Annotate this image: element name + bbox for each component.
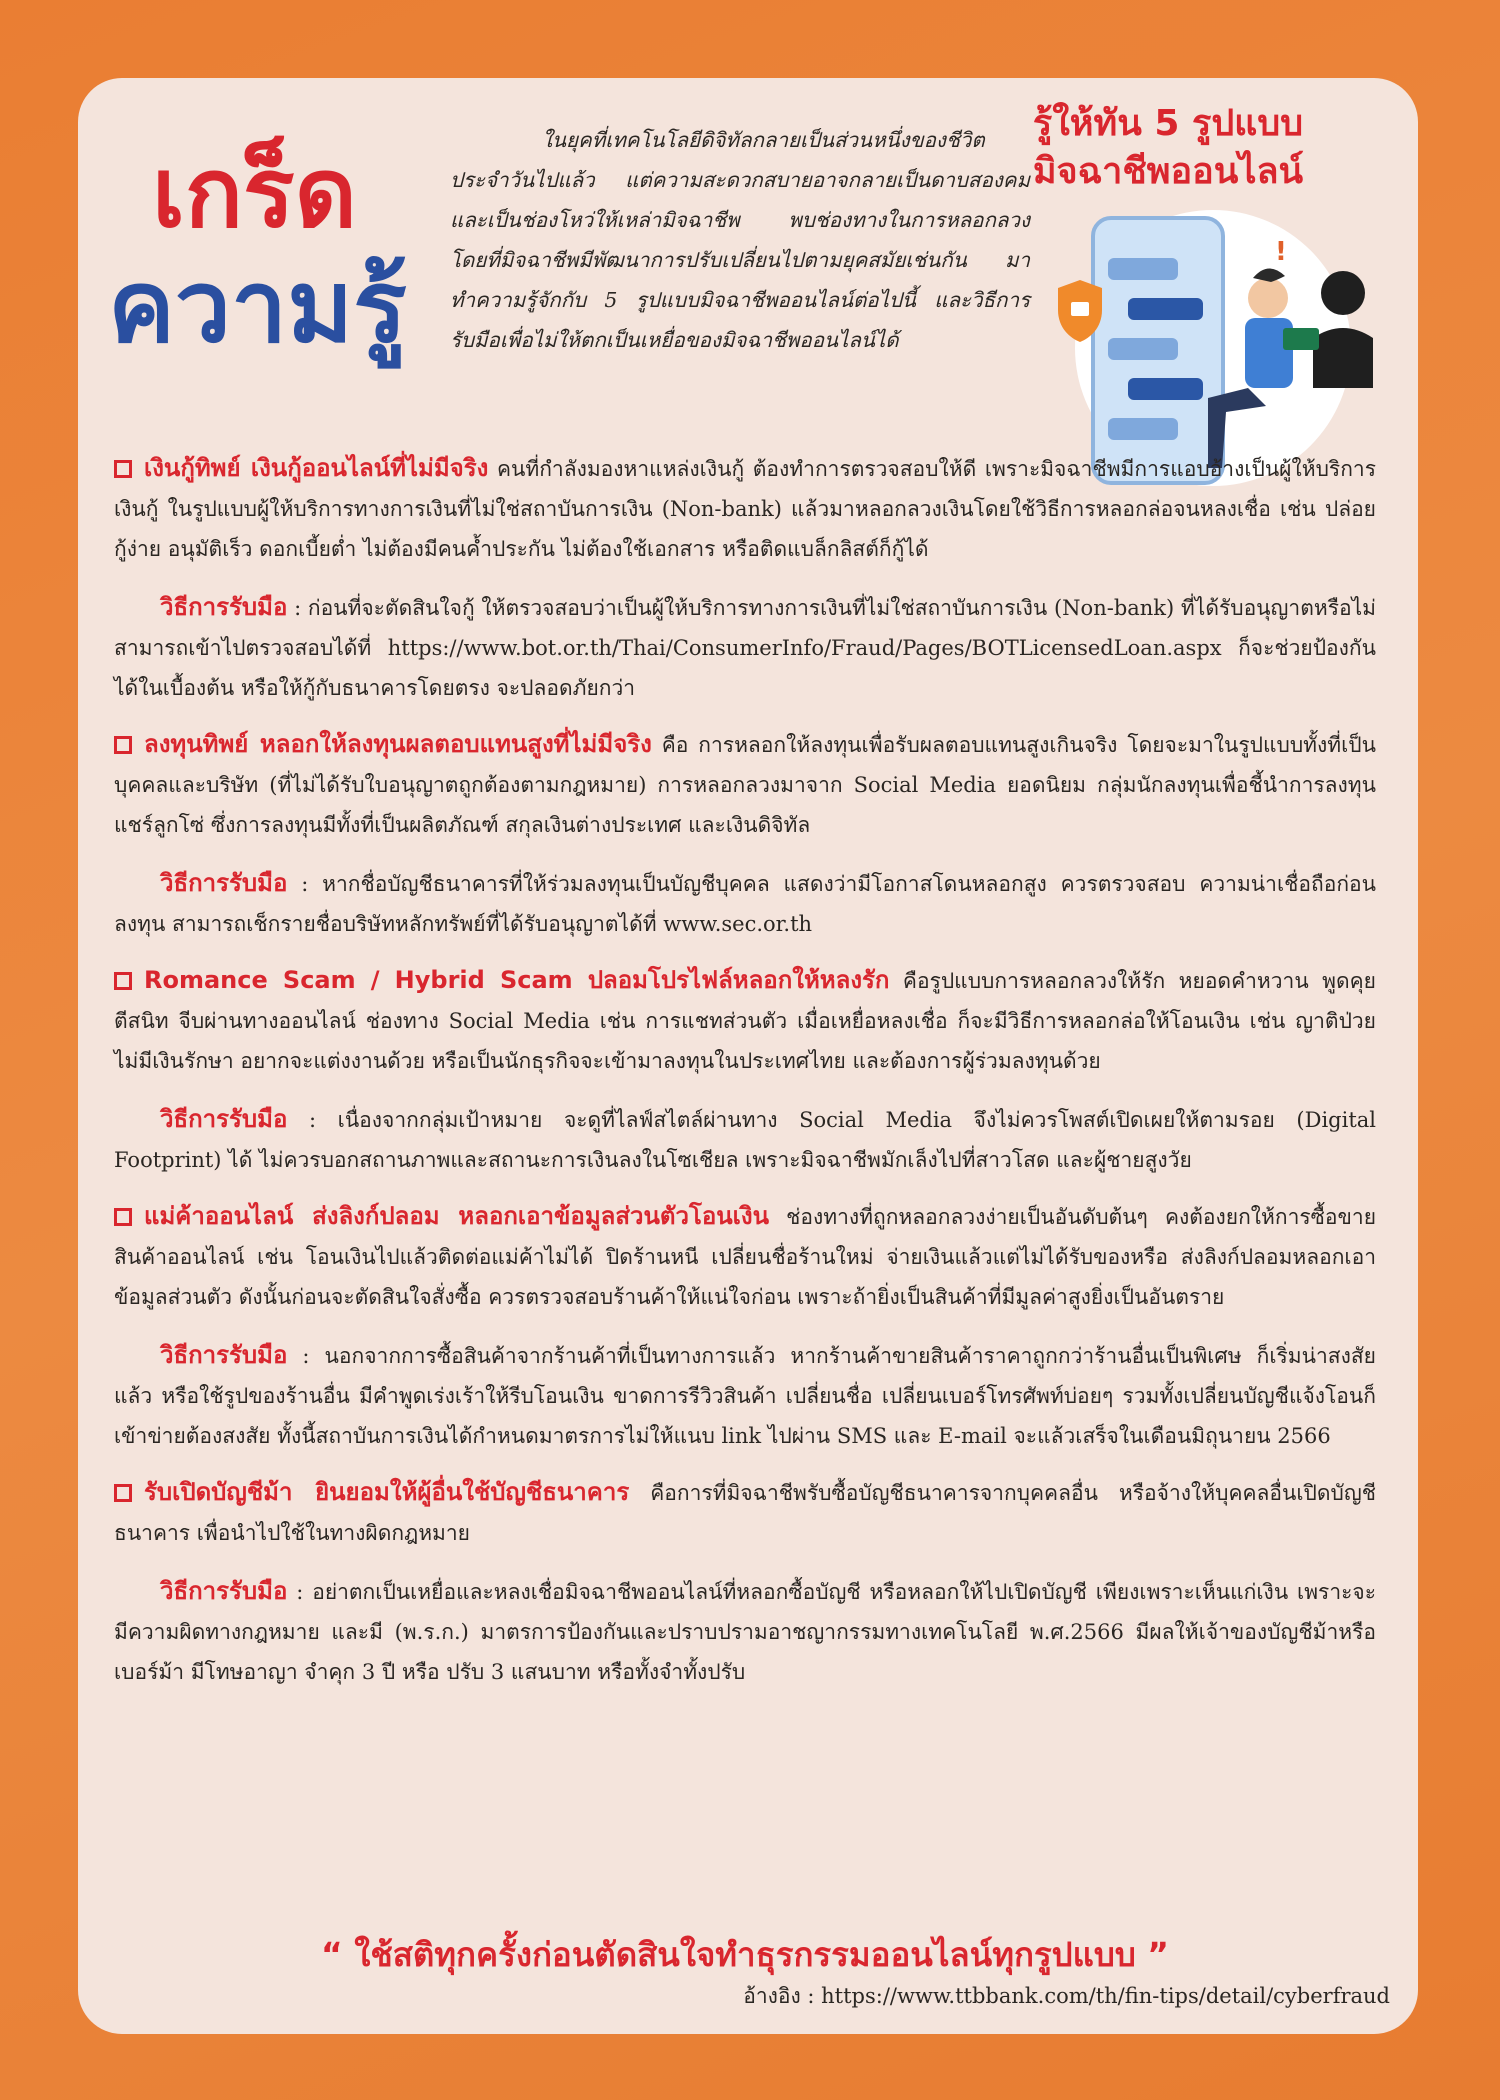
scammer-body-icon <box>1313 328 1373 388</box>
checkbox-icon <box>114 1208 132 1226</box>
scam-heading-5: รับเปิดบัญชีม้า ยินยอมให้ผู้อื่นใช้บัญชีธนาคาร <box>144 1478 630 1506</box>
checkbox-icon <box>114 1484 132 1502</box>
howto-label-1: วิธีการรับมือ <box>160 593 288 621</box>
chat-bubble-icon <box>1108 418 1178 440</box>
lock-icon <box>1071 302 1089 316</box>
chat-bubble-icon <box>1128 298 1203 320</box>
checkbox-icon <box>114 972 132 990</box>
howto-2 <box>114 863 1376 944</box>
scam-text-5: คือการที่มิจฉาชีพรับซื้อบัญชีธนาคารจากบุคคลอื่น หรือจ้างให้บุคคลอื่นเปิดบัญชีธนาคาร เพื่อนำไปใช้ในทางผิดกฎหมาย <box>114 1481 1376 1545</box>
reference-link[interactable]: อ้างอิง : https://www.ttbbank.com/th/fin-tips/detail/cyberfraud <box>743 1984 1390 2008</box>
scam-item-1 <box>114 448 1376 569</box>
scam-heading-3: Romance Scam / Hybrid Scam ปลอมโปรไฟล์หลอกให้หลงรัก <box>144 966 890 994</box>
content-card <box>78 78 1418 2034</box>
howto-text-5: : อย่าตกเป็นเหยื่อและหลงเชื่อมิจฉาชีพออนไลน์ที่หลอกซื้อบัญชี หรือหลอกให้ไปเปิดบัญชี เพียงเพราะเห็นแก่เงิน เพราะจะมีความผิดทางกฎหมาย และมี (พ.ร.ก.) มาตรการป้องกันและปราบปรามอาชญากรรมทางเทคโนโลยี พ.ศ.2566 มีผลให้เจ้าของบัญชีม้าหรือเบอร์ม้า มีโทษอาญา จำคุก 3 ปี หรือ ปรับ 3 แสนบาท หรือทั้งจำทั้งปรับ <box>114 1580 1376 1684</box>
howto-label-3: วิธีการรับมือ <box>160 1105 288 1133</box>
checkbox-icon <box>114 736 132 754</box>
headline-line1: เกร็ด <box>152 137 357 249</box>
alert-icon: ! <box>1275 237 1287 267</box>
money-icon <box>1283 328 1319 350</box>
scam-item-3 <box>114 960 1376 1081</box>
scam-heading-1: เงินกู้ทิพย์ เงินกู้ออนไลน์ที่ไม่มีจริง <box>144 454 489 482</box>
intro-paragraph: ในยุคที่เทคโนโลยีดิจิทัลกลายเป็นส่วนหนึ่งของชีวิตประจำวันไปแล้ว แต่ความสะดวกสบายอาจกลายเป็นดาบสองคมและเป็นช่องโหว่ให้เหล่ามิจฉาชีพ พบช่องทางในการหลอกลวง โดยที่มิจฉาชีพมีพัฒนาการปรับเปลี่ยนไปตามยุคสมัยเช่นกัน มาทำความรู้จักกับ 5 รูปแบบมิจฉาชีพออนไลน์ต่อไปนี้ และวิธีการรับมือเพื่อไม่ให้ตกเป็นเหยื่อของมิจฉาชีพออนไลน์ได้ <box>450 128 1030 352</box>
howto-label-5: วิธีการรับมือ <box>160 1577 288 1605</box>
scam-text-2: คือ การหลอกให้ลงทุนเพื่อรับผลตอบแทนสูงเกินจริง โดยจะมาในรูปแบบทั้งที่เป็นบุคคลและบริษัท (ที่ไม่ได้รับใบอนุญาตถูกต้องตามกฎหมาย) การหลอกลวงมาจาก Social Media ยอดนิยม กลุ่มนักลงทุนเพื่อชี้นำการลงทุน แชร์ลูกโซ่ ซึ่งการลงทุนมีทั้งที่เป็นผลิตภัณฑ์ สกุลเงินต่างประเทศ และเงินดิจิทัล <box>114 733 1376 837</box>
howto-text-3: : เนื่องจากกลุ่มเป้าหมาย จะดูที่ไลฟ์สไตล์ผ่านทาง Social Media จึงไม่ควรโพสต์เปิดเผยให้ตามรอย (Digital Footprint) ได้ ไม่ควรบอกสถานภาพและสถานะการเงินลงในโซเชียล เพราะมิจฉาชีพมักเล็งไปที่สาวโสด และผู้ชายสูงวัย <box>114 1108 1376 1172</box>
chat-bubble-icon <box>1108 258 1178 280</box>
side-title <box>958 100 1378 196</box>
closing-quote: “ ใช้สติทุกครั้งก่อนตัดสินใจทำธุรกรรมออนไลน์ทุกรูปแบบ ” <box>321 1935 1169 1974</box>
scammer-icon <box>1321 271 1365 315</box>
scam-heading-2: ลงทุนทิพย์ หลอกให้ลงทุนผลตอบแทนสูงที่ไม่มีจริง <box>144 730 652 758</box>
checkbox-icon <box>114 460 132 478</box>
howto-text-4: : นอกจากการซื้อสินค้าจากร้านค้าที่เป็นทางการแล้ว หากร้านค้าขายสินค้าราคาถูกกว่าร้านอื่นเป็นพิเศษ ก็เริ่มน่าสงสัยแล้ว หรือใช้รูปของร้านอื่น มีคำพูดเร่งเร้าให้รีบโอนเงิน ขาดการรีวิวสินค้า เปลี่ยนชื่อ เปลี่ยนเบอร์โทรศัพท์บ่อยๆ รวมทั้งเปลี่ยนบัญชีแจ้งโอนก็เข้าข่ายต้องสงสัย ทั้งนี้สถาบันการเงินได้กำหนดมาตรการไม่ให้แนบ link ไปผ่าน SMS และ E-mail จะแล้วเสร็จในเดือนมิถุนายน 2566 <box>114 1344 1376 1448</box>
scam-text-3: คือรูปแบบการหลอกลวงให้รัก หยอดคำหวาน พูดคุย ตีสนิท จีบผ่านทางออนไลน์ ช่องทาง Social Media เช่น การแชทส่วนตัว เมื่อเหยื่อหลงเชื่อ ก็จะมีวิธีการหลอกล่อให้โอนเงิน เช่น ญาติป่วยไม่มีเงินรักษา อยากจะแต่งงานด้วย หรือเป็นนักธุรกิจจะเข้ามาลงทุนในประเทศไทย และต้องการผู้ร่วมลงทุนด้วย <box>114 969 1376 1073</box>
scam-text-4: ช่องทางที่ถูกหลอกลวงง่ายเป็นอันดับต้นๆ คงต้องยกให้การซื้อขายสินค้าออนไลน์ เช่น โอนเงินไปแล้วติดต่อแม่ค้าไม่ได้ ปิดร้านหนี เปลี่ยนชื่อร้านใหม่ จ่ายเงินแล้วแต่ไม่ได้รับของหรือ ส่งลิงก์ปลอมหลอกเอาข้อมูลส่วนตัว ดังนั้นก่อนจะตัดสินใจสั่งซื้อ ควรตรวจสอบร้านค้าให้แน่ใจก่อน เพราะถ้ายิ่งเป็นสินค้าที่มีมูลค่าสูงยิ่งเป็นอันตราย <box>114 1205 1376 1309</box>
howto-label-2: วิธีการรับมือ <box>160 869 288 897</box>
howto-text-1: : ก่อนที่จะตัดสินใจกู้ ให้ตรวจสอบว่าเป็นผู้ให้บริการทางการเงินที่ไม่ใช่สถาบันการเงิน (Non-bank) ที่ได้รับอนุญาตหรือไม่ สามารถเข้าไปตรวจสอบได้ที่ https://www.bot.or.th/Thai/ConsumerInfo/Fraud/Pages/BOTLicensedLoan.aspx ก็จะช่วยป้องกันได้ในเบื้องต้น หรือให้กู้กับธนาคารโดยตรง จะปลอดภัยกว่า <box>114 596 1376 700</box>
person-head-icon <box>1248 278 1288 318</box>
scam-item-4 <box>114 1196 1376 1317</box>
side-title-line2: มิจฉาชีพออนไลน์ <box>1032 151 1304 192</box>
chat-bubble-icon <box>1108 338 1178 360</box>
chat-bubble-icon <box>1128 378 1203 400</box>
scam-item-5 <box>114 1472 1376 1553</box>
howto-text-2: : หากชื่อบัญชีธนาคารที่ให้ร่วมลงทุนเป็นบัญชีบุคคล แสดงว่ามีโอกาสโดนหลอกสูง ควรตรวจสอบ ความน่าเชื่อถือก่อนลงทุน สามารถเช็กรายชื่อบริษัทหลักทรัพย์ที่ได้รับอนุญาตได้ที่ www.sec.or.th <box>114 872 1376 936</box>
scam-heading-4: แม่ค้าออนไลน์ ส่งลิงก์ปลอม หลอกเอาข้อมูลส่วนตัวโอนเงิน <box>144 1202 769 1230</box>
howto-5 <box>114 1571 1376 1692</box>
body-text <box>114 448 1376 1708</box>
howto-3 <box>114 1099 1376 1180</box>
scam-text-1: คนที่กำลังมองหาแหล่งเงินกู้ ต้องทำการตรวจสอบให้ดี เพราะมิจฉาชีพมีการแอบอ้างเป็นผู้ให้บริการเงินกู้ ในรูปแบบผู้ให้บริการทางการเงินที่ไม่ใช่สถาบันการเงิน (Non-bank) แล้วมาหลอกลวงเงินโดยใช้วิธีการหลอกล่อจนหลงเชื่อ เช่น ปล่อยกู้ง่าย อนุมัติเร็ว ดอกเบี้ยต่ำ ไม่ต้องมีคนค้ำประกัน ไม่ต้องใช้เอกสาร หรือติดแบล็กลิสต์ก็กู้ได้ <box>114 457 1376 561</box>
howto-1 <box>114 587 1376 708</box>
howto-4 <box>114 1335 1376 1456</box>
side-title-line1: รู้ให้ทัน 5 รูปแบบ <box>1032 103 1304 144</box>
howto-label-4: วิธีการรับมือ <box>160 1341 288 1369</box>
scam-item-2 <box>114 724 1376 845</box>
headline-line2-main: ความร <box>108 248 407 365</box>
